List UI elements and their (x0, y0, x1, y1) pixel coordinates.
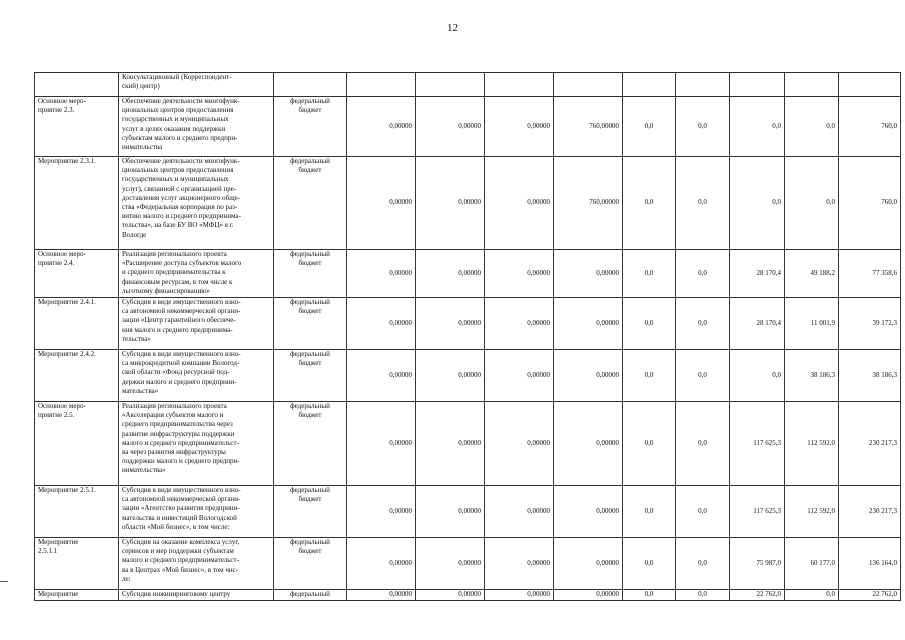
funding-source-cell (274, 73, 347, 97)
value-cell (676, 73, 730, 97)
value-cell: 0,00000 (485, 250, 554, 298)
table-row (35, 250, 901, 298)
value-cell: 0,0 (676, 486, 730, 538)
value-cell: 0,0 (730, 157, 785, 250)
measure-code-cell: Мероприятие (35, 590, 119, 601)
measure-name-cell: Обеспечение деятельности многофунк- циональных центров предоставления государственных и муниципальных услуг), связанной с организацией пре- доставления услуг акционерного обще- ства «Федеральная корпорация по раз- витию малого и среднего предпринима- тельства», на базе БУ ВО «МФЦ» в г. Вологде (119, 157, 274, 250)
value-cell: 760,0 (839, 97, 901, 157)
value-cell: 0,00000 (347, 97, 416, 157)
measure-code-cell: Мероприятие 2.4.1. (35, 298, 119, 350)
measure-code-cell: Основное меро- приятие 2.5. (35, 402, 119, 486)
value-cell: 112 592,0 (785, 402, 839, 486)
value-cell: 0,0 (623, 97, 676, 157)
value-cell: 0,00000 (554, 250, 623, 298)
value-cell: 0,00000 (347, 590, 416, 601)
value-cell: 0,00000 (554, 590, 623, 601)
value-cell: 0,0 (676, 157, 730, 250)
value-cell: 0,00000 (416, 97, 485, 157)
value-cell: 230 217,3 (839, 486, 901, 538)
table-row (35, 402, 901, 486)
value-cell: 60 177,0 (785, 538, 839, 590)
value-cell: 0,0 (623, 538, 676, 590)
table-row (35, 486, 901, 538)
value-cell: 760,0 (839, 157, 901, 250)
table-row (35, 590, 901, 601)
value-cell: 0,0 (676, 250, 730, 298)
value-cell: 0,00000 (485, 97, 554, 157)
value-cell: 38 186,3 (785, 350, 839, 402)
value-cell: 0,00000 (347, 486, 416, 538)
value-cell: 0,00000 (347, 250, 416, 298)
measure-name-cell: Консультационный (Корреспондент- ский) центр) (119, 73, 274, 97)
value-cell: 22 762,0 (730, 590, 785, 601)
measure-name-cell: Субсидия в виде имущественного взно- са автономной некоммерческой органи- зации «Центр гарантийного обеспече- ния малого и среднего предпринима- тельства» (119, 298, 274, 350)
value-cell: 0,00000 (485, 402, 554, 486)
page-number: 12 (447, 22, 458, 34)
value-cell: 77 358,6 (839, 250, 901, 298)
table-row (35, 73, 901, 97)
measure-name-cell: Субсидия в виде имущественного взно- са автономной некоммерческой органи- зации «Агентство развития предприни- мательства и инвестиций Вологодской области «Мой бизнес», в том числе: (119, 486, 274, 538)
value-cell: 0,0 (623, 350, 676, 402)
measure-code-cell: Мероприятие 2.5.1.1 (35, 538, 119, 590)
value-cell: 28 170,4 (730, 298, 785, 350)
value-cell (347, 73, 416, 97)
value-cell: 75 987,0 (730, 538, 785, 590)
value-cell: 0,0 (676, 97, 730, 157)
measure-code-cell: Мероприятие 2.4.2. (35, 350, 119, 402)
budget-table (34, 72, 901, 601)
value-cell: 117 625,3 (730, 486, 785, 538)
funding-source-cell: федеральный бюджет (274, 486, 347, 538)
value-cell: 0,0 (785, 97, 839, 157)
value-cell: 38 186,3 (839, 350, 901, 402)
measure-code-cell: Мероприятие 2.5.1. (35, 486, 119, 538)
value-cell: 0,00000 (485, 298, 554, 350)
value-cell: 136 164,0 (839, 538, 901, 590)
value-cell: 0,00000 (347, 298, 416, 350)
measure-code-cell (35, 73, 119, 97)
value-cell: 0,00000 (416, 350, 485, 402)
value-cell: 0,00000 (485, 486, 554, 538)
value-cell: 0,00000 (416, 298, 485, 350)
value-cell: 0,00000 (554, 350, 623, 402)
value-cell: 0,00000 (485, 590, 554, 601)
value-cell (839, 73, 901, 97)
measure-code-cell: Основное меро- приятие 2.4. (35, 250, 119, 298)
funding-source-cell: федеральный бюджет (274, 538, 347, 590)
table-row (35, 97, 901, 157)
value-cell: 0,0 (785, 157, 839, 250)
funding-source-cell: федеральный бюджет (274, 97, 347, 157)
value-cell: 230 217,3 (839, 402, 901, 486)
value-cell (485, 73, 554, 97)
value-cell (554, 73, 623, 97)
value-cell: 760,00000 (554, 157, 623, 250)
value-cell: 0,00000 (416, 538, 485, 590)
value-cell: 0,0 (785, 590, 839, 601)
table-row (35, 538, 901, 590)
value-cell: 0,00000 (416, 590, 485, 601)
value-cell: 112 592,0 (785, 486, 839, 538)
value-cell: 0,0 (676, 350, 730, 402)
table-row (35, 298, 901, 350)
measure-name-cell: Субсидия в виде имущественного взно- са микрокредитной компании Вологод- ской области «Фонд ресурсной под- держки малого и среднего предприни- мательства» (119, 350, 274, 402)
value-cell: 0,0 (676, 538, 730, 590)
table-row (35, 157, 901, 250)
value-cell: 0,0 (730, 350, 785, 402)
value-cell: 760,00000 (554, 97, 623, 157)
value-cell: 0,00000 (416, 157, 485, 250)
funding-source-cell: федеральный (274, 590, 347, 601)
value-cell: 0,00000 (554, 402, 623, 486)
value-cell: 0,0 (623, 157, 676, 250)
value-cell: 0,0 (730, 97, 785, 157)
value-cell: 0,00000 (347, 402, 416, 486)
funding-source-cell: федеральный бюджет (274, 402, 347, 486)
value-cell: 117 625,3 (730, 402, 785, 486)
table-body (35, 73, 901, 601)
value-cell: 0,0 (623, 402, 676, 486)
value-cell: 0,00000 (416, 486, 485, 538)
value-cell: 0,0 (676, 590, 730, 601)
value-cell: 0,00000 (485, 157, 554, 250)
value-cell: 0,00000 (485, 538, 554, 590)
funding-source-cell: федеральный бюджет (274, 350, 347, 402)
measure-name-cell: Реализация регионального проекта «Расширение доступа субъектов малого и среднего предпринимательства к финансовым ресурсам, в том числе к льготному финансированию» (119, 250, 274, 298)
value-cell (730, 73, 785, 97)
value-cell: 11 001,9 (785, 298, 839, 350)
value-cell: 22 762,0 (839, 590, 901, 601)
value-cell (416, 73, 485, 97)
funding-source-cell: федеральный бюджет (274, 298, 347, 350)
value-cell: 0,0 (623, 486, 676, 538)
value-cell: 0,00000 (347, 538, 416, 590)
value-cell: 0,0 (623, 250, 676, 298)
value-cell (785, 73, 839, 97)
value-cell: 0,0 (676, 298, 730, 350)
value-cell: 0,0 (623, 298, 676, 350)
measure-name-cell: Субсидия на оказание комплекса услуг, сервисов и мер поддержки субъектам малого и среднего предпринимательст- ва в Центрах «Мой бизнес», в том чис- ле: (119, 538, 274, 590)
measure-code-cell: Мероприятие 2.3.1. (35, 157, 119, 250)
value-cell: 0,00000 (485, 350, 554, 402)
value-cell: 0,00000 (554, 486, 623, 538)
value-cell: 0,00000 (554, 538, 623, 590)
table-row (35, 350, 901, 402)
measure-name-cell: Реализация регионального проекта «Акселерация субъектов малого и среднего предпринимательства через развитие инфраструктуры поддержки малого и среднего предпринимательст- ва через развития инфраструктуры поддержки малого и среднего предпри- нимательства» (119, 402, 274, 486)
value-cell: 0,00000 (554, 298, 623, 350)
measure-code-cell: Основное меро- приятие 2.3. (35, 97, 119, 157)
value-cell: 0,00000 (416, 250, 485, 298)
value-cell: 49 188,2 (785, 250, 839, 298)
value-cell (623, 73, 676, 97)
value-cell: 39 172,3 (839, 298, 901, 350)
value-cell: 0,0 (676, 402, 730, 486)
measure-name-cell: Обеспечение деятельности многофунк- циональных центров предоставления государственных и муниципальных услуг в целях оказания поддержки субъектам малого и среднего предпри- нимательства (119, 97, 274, 157)
value-cell: 0,00000 (416, 402, 485, 486)
value-cell: 0,0 (623, 590, 676, 601)
funding-source-cell: федеральный бюджет (274, 250, 347, 298)
value-cell: 28 170,4 (730, 250, 785, 298)
value-cell: 0,00000 (347, 350, 416, 402)
value-cell: 0,00000 (347, 157, 416, 250)
funding-source-cell: федеральный бюджет (274, 157, 347, 250)
margin-mark (0, 581, 8, 582)
measure-name-cell: Субсидия инжиниринговому центру (119, 590, 274, 601)
